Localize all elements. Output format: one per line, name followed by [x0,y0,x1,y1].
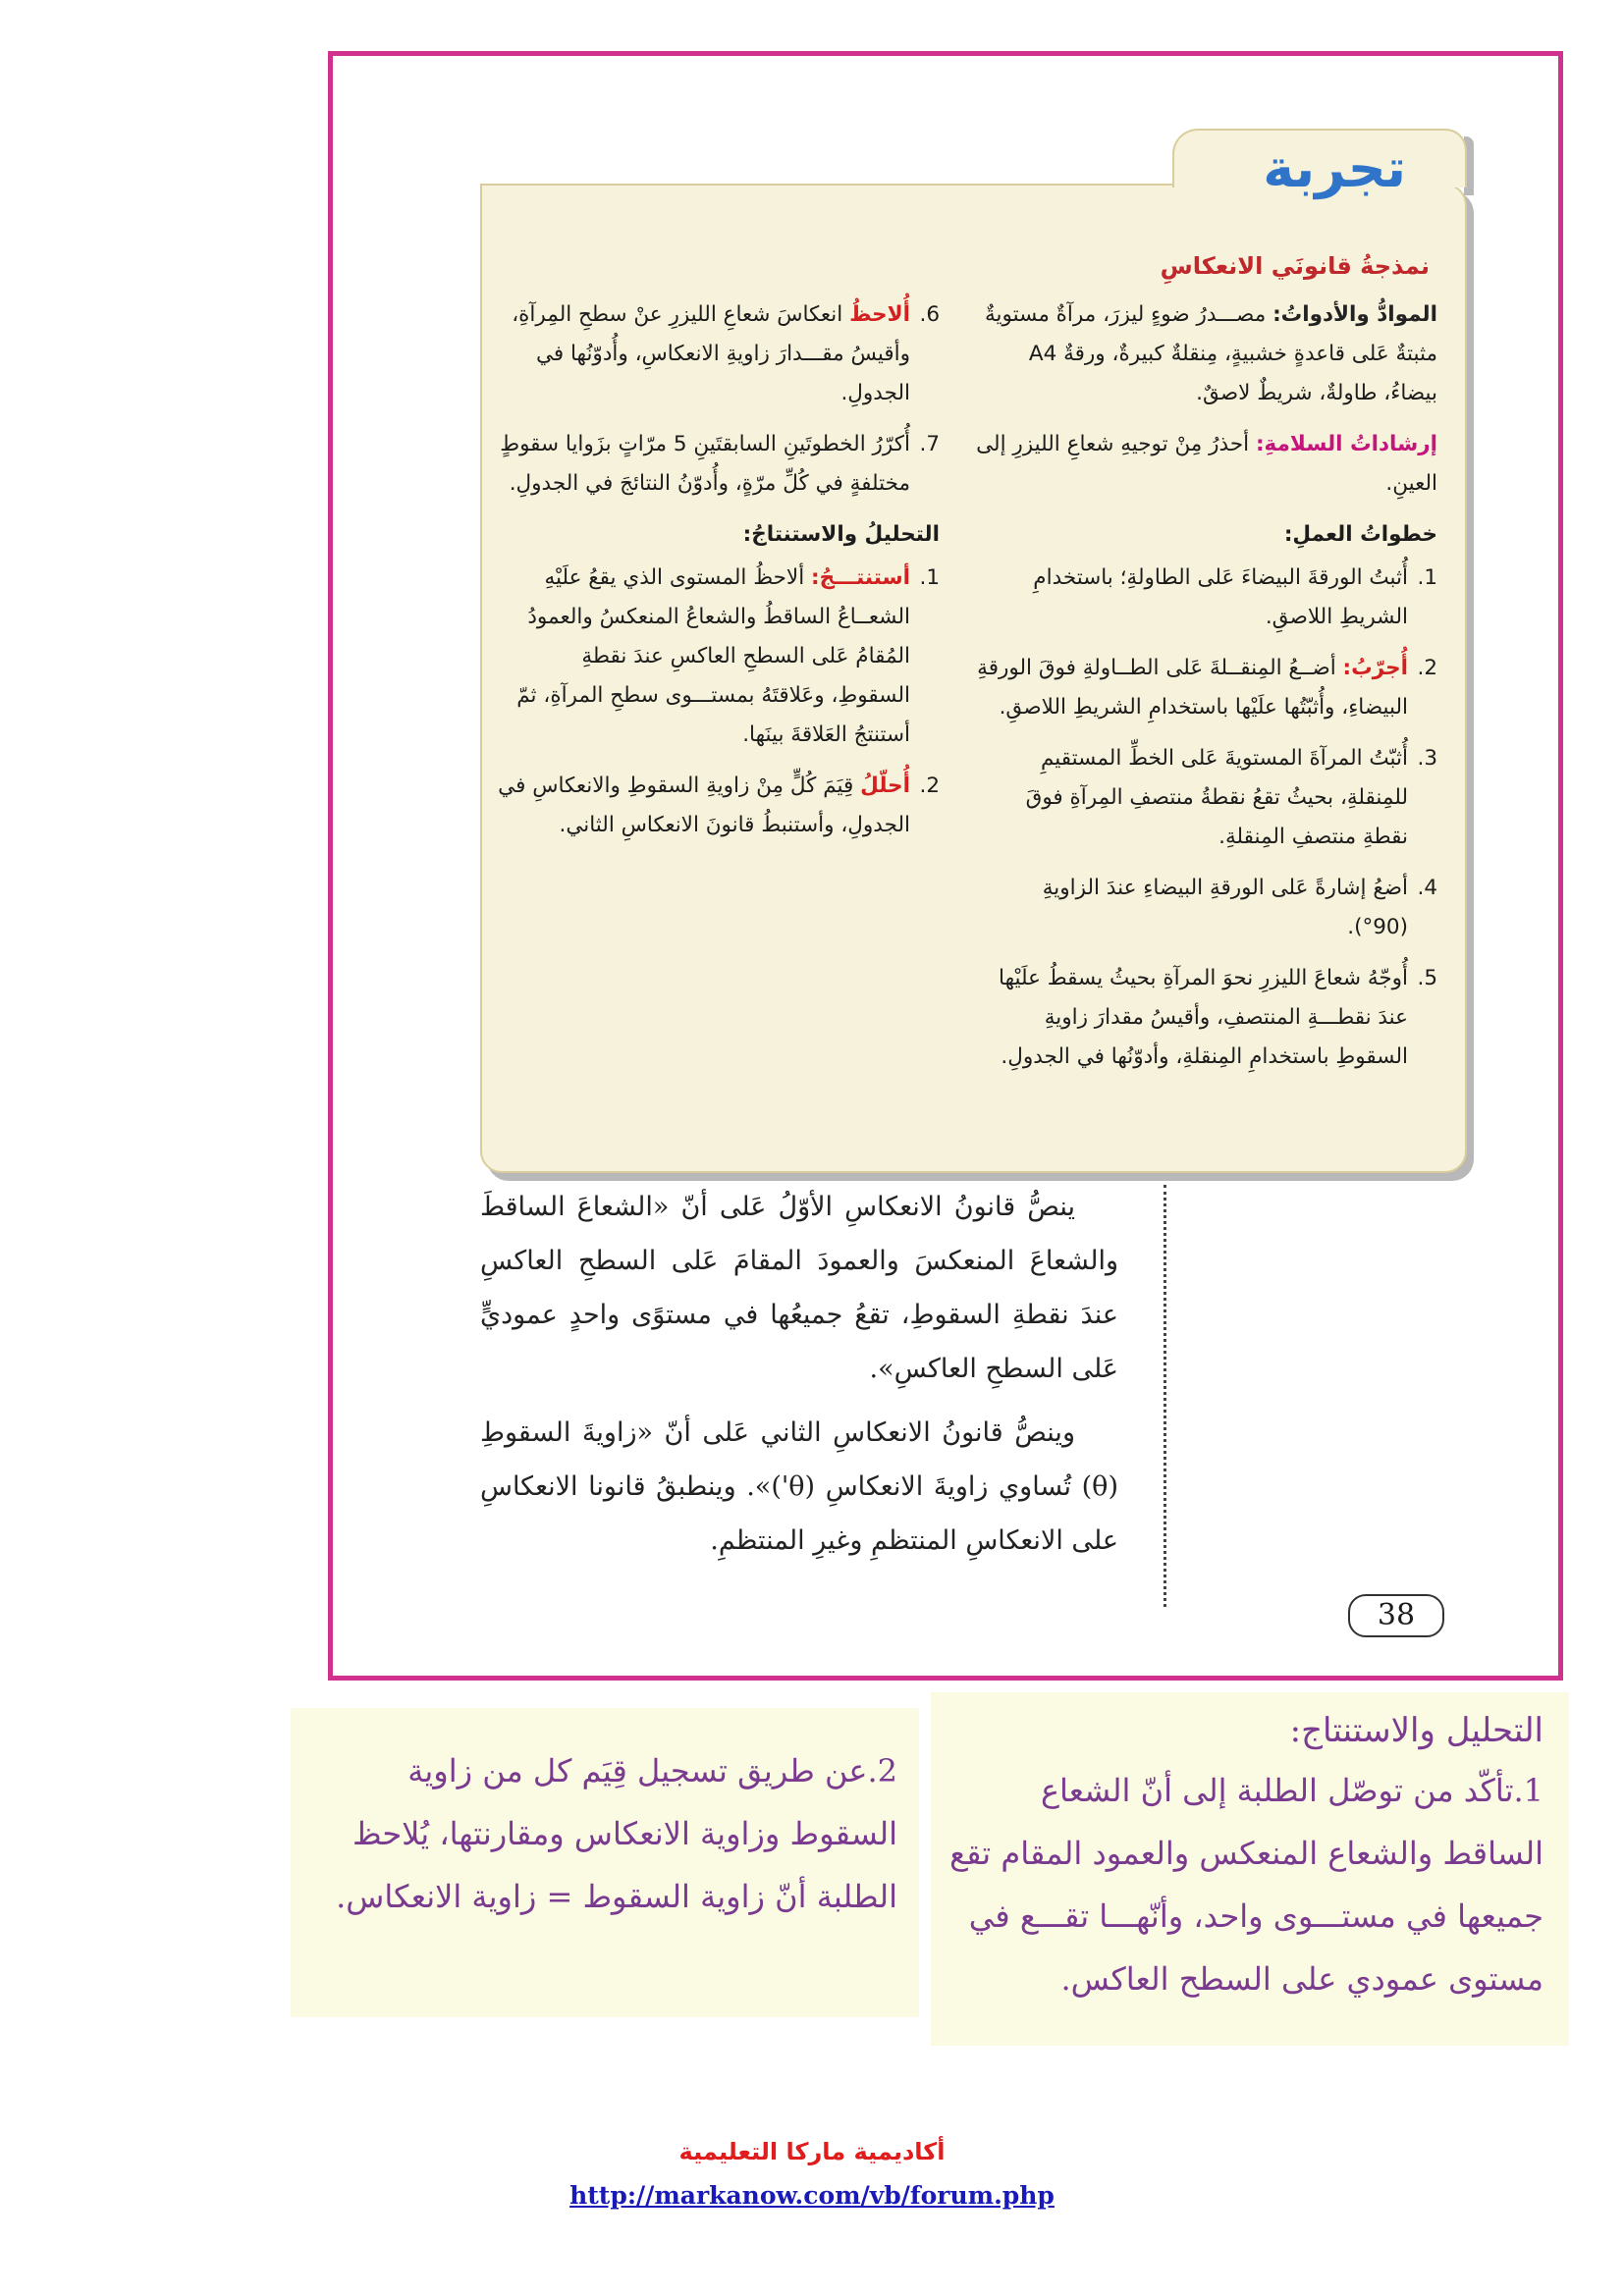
margin-dotted-rule [1164,1185,1166,1607]
step-5 [976,959,1437,1077]
step-2 [976,649,1437,727]
step-text: أُوجّهُ شعاعَ الليزرِ نحوَ المرآةِ بحيثُ يسقطُ علَيْها عندَ نقطـــةِ المنتصفِ، وأقيسُ مقدارَ زاويةِ السقوطِ باستخدامِ المِنقلةِ، وأدوّنُها في الجدولِ. [999,966,1408,1069]
footer-title: أكاديمية ماركا التعليمية [678,2138,946,2165]
experiment-column-left [498,295,940,857]
step-text: أُكرّرُ الخطوتَينِ السابقتَينِ 5 مرّاتٍ بزَوايا سقوطٍ مختلفةٍ في كُلِّ مرّةٍ، وأُدوّنُ النتائجَ في الجدولِ. [500,432,910,496]
analysis-number: 1. [919,565,940,590]
page-number: 38 [1348,1594,1444,1637]
step-text: أُثبتُ الورقةَ البيضاءَ عَلى الطاولةِ؛ باستخدامِ الشريطِ اللاصقِ. [1033,565,1408,629]
answer-box-left [291,1708,919,2017]
step-7 [498,425,940,504]
step-4 [976,869,1437,947]
step-label: أُجرّبُ: [1342,656,1408,680]
experiment-title: تجربة [1263,137,1406,199]
step-text: أُثبّتُ المرآةَ المستويةَ عَلى الخطِّ المستقيمِ للمِنقلةِ، بحيثُ تقعُ نقطةُ منتصفِ المِرآةِ فوقَ نقطةِ منتصفِ المِنقلةِ. [1025,746,1408,849]
step-number: 4. [1417,876,1437,900]
analysis-item-1 [498,559,940,755]
procedure-heading: خطواتُ العملِ: [1283,522,1437,547]
step-6 [498,295,940,413]
step-text: أضعُ إشارةً عَلى الورقةِ البيضاءِ عندَ الزاويةِ (90°). [1042,876,1408,939]
step-text: أضــعُ المِنقــلةَ عَلى الطــاولةِ فوقَ الورقةِ البيضاءِ، وأُثبّتُها علَيْها باستخدامِ الشريطِ اللاصقِ. [977,656,1408,720]
experiment-column-right [976,295,1437,1089]
step-text: انعكاسَ شعاعِ الليزرِ عنْ سطحِ المِرآةِ، وأقيسُ مقـــدارَ زاويةِ الانعكاسِ، وأُدوّنُها في الجدولِ. [512,302,910,405]
analysis-text: قِيَمَ كُلٍّ مِنْ زاويةِ السقوطِ والانعكاسِ في الجدولِ، وأستنبطُ قانونَ الانعكاسِ الثاني. [498,774,910,837]
answer-item-2: 2.عن طريق تسجيل قِيَم كل من زاوية السقوط وزاوية الانعكاس ومقارنتها، يُلاحظ الطلبة أنّ زاوية السقوط = زاوية الانعكاس. [336,1752,897,1915]
step-number: 3. [1417,746,1437,771]
law-two-paragraph: وينصُّ قانونُ الانعكاسِ الثاني عَلى أنّ «زاويةَ السقوطِ (θ) تُساوي زاويةَ الانعكاسِ (θ')». وينطبقُ قانونا الانعكاسِ على الانعكاسِ المنتظمِ وغيرِ المنتظمِ. [480,1417,1118,1556]
experiment-subtitle: نمذجةُ قانونَي الانعكاسِ [1160,252,1430,280]
step-number: 7. [919,432,940,456]
body-text [480,1180,1118,1577]
step-3 [976,739,1437,857]
textbook-page [328,51,1563,1681]
step-1 [976,559,1437,637]
analysis-heading: التحليلُ والاستنتاجُ: [742,522,940,547]
answer-heading: التحليل والاستنتاج: [1289,1711,1543,1750]
step-number: 6. [919,302,940,327]
materials-label: الموادُّ والأدواتُ: [1272,302,1437,327]
materials-paragraph [976,295,1437,413]
analysis-label: أستنتـــجُ: [811,565,910,590]
step-number: 5. [1417,966,1437,990]
step-number: 2. [1417,656,1437,680]
safety-paragraph [976,425,1437,504]
materials-text: مصـــدرُ ضوءٍ ليزرَ، مرآةٌ مستويةٌ مثبتةٌ عَلى قاعدةٍ خشبيةٍ، مِنقلةٌ كبيرةٌ، ورقةٌ A4 بيضاءُ، طاولةٌ، شريطٌ لاصقٌ. [985,302,1437,405]
law-one-paragraph: ينصُّ قانونُ الانعكاسِ الأوّلُ عَلى أنّ «الشعاعَ الساقطَ والشعاعَ المنعكسَ والعمودَ المقامَ عَلى السطحِ العاكسِ عندَ نقطةِ السقوطِ، تقعُ جميعُها في مستوًى واحدٍ عموديٍّ عَلى السطحِ العاكسِ». [480,1192,1118,1384]
safety-text: أحذرُ مِنْ توجيهِ شعاعِ الليزرِ إلى العينِ. [976,432,1437,496]
experiment-card [480,137,1467,1173]
analysis-number: 2. [919,774,940,798]
step-label: أُلاحظُ [849,302,910,327]
analysis-text: ألاحظُ المستوى الذي يقعُ علَيْهِ الشعــاعُ الساقطُ والشعاعُ المنعكسُ والعمودُ المُقامُ عَلى السطحِ العاكسِ عندَ نقطةِ السقوطِ، وعَلاقتَهُ بمستـــوى سطحِ المرآةِ، ثمّ أستنتجُ العَلاقةَ بينَها. [516,565,910,747]
analysis-item-2 [498,767,940,845]
answer-item-1: 1.تأكّد من توصّل الطلبة إلى أنّ الشعاع الساقط والشعاع المنعكس والعمود المقام تقع جميعها في مستـــوى واحد، وأنّهـــا تقـــع في مستوى عمودي على السطح العاكس. [949,1772,1543,1998]
safety-label: إرشاداتُ السلامةِ: [1255,432,1437,456]
analysis-label: أُحلّلُ [860,774,910,798]
footer-link[interactable]: http://markanow.com/vb/forum.php [569,2181,1055,2210]
step-number: 1. [1417,565,1437,590]
answer-box-right [931,1692,1569,2046]
